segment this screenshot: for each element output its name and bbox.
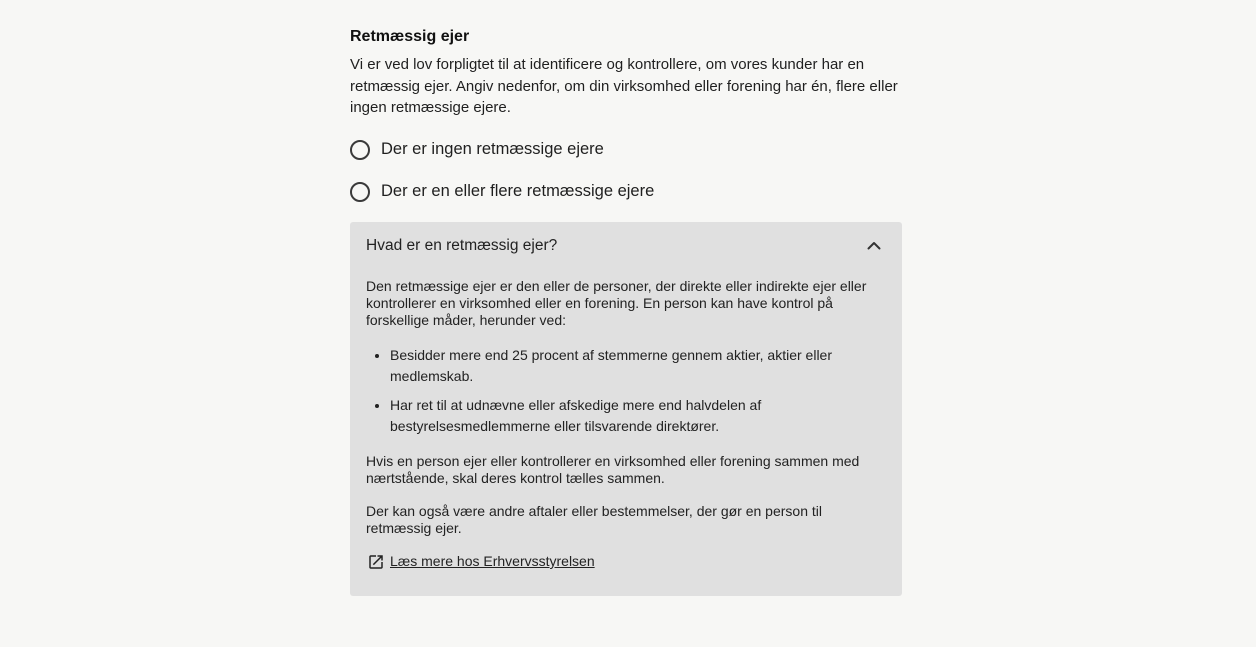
list-item: • Har ret til at udnævne eller afskedige mere end halvdelen af bestyrelsesmedlemmerne eller tilsvarende direktører. <box>390 395 886 437</box>
radio-button[interactable] <box>350 182 370 202</box>
accordion-header[interactable] <box>366 222 886 270</box>
section-description: Vi er ved lov forpligtet til at identificere og kontrollere, om vores kunder har en retmæssig ejer. Angiv nedenfor, om din virksomhed eller forening har én, flere eller ingen retmæssige ejere. <box>350 56 898 116</box>
accordion-body <box>366 270 886 572</box>
external-link-label[interactable]: Læs mere hos Erhvervsstyrelsen <box>390 553 595 569</box>
control-criteria-list <box>366 345 886 437</box>
radio-label[interactable]: Der er ingen retmæssige ejere <box>381 140 604 158</box>
chevron-up-icon[interactable] <box>866 238 882 254</box>
external-link[interactable] <box>366 552 886 572</box>
radio-option-one-or-more-owners[interactable] <box>350 180 902 204</box>
radio-button[interactable] <box>350 140 370 160</box>
beneficial-owner-section <box>350 26 902 596</box>
info-accordion <box>350 222 902 596</box>
radio-option-no-owners[interactable] <box>350 138 902 162</box>
accordion-title[interactable]: Hvad er en retmæssig ejer? <box>366 236 558 254</box>
external-link-icon[interactable] <box>366 552 386 572</box>
radio-label[interactable]: Der er en eller flere retmæssige ejere <box>381 182 655 200</box>
section-title: Retmæssig ejer <box>350 28 470 45</box>
beneficial-owner-radio-group <box>350 138 902 204</box>
list-item: • Besidder mere end 25 procent af stemmerne gennem aktier, aktier eller medlemskab. <box>390 345 886 387</box>
accordion-paragraph-other-agreements: Der kan også være andre aftaler eller bestemmelser, der gør en person til retmæssig ejer. <box>366 502 822 536</box>
accordion-paragraph-related-parties: Hvis en person ejer eller kontrollerer en virksomhed eller forening sammen med nærtstående, skal deres kontrol tælles sammen. <box>366 452 860 486</box>
accordion-intro: Den retmæssige ejer er den eller de personer, der direkte eller indirekte ejer eller kontrollerer en virksomhed eller en forening. En person kan have kontrol på forskellige måder, herunder ved: <box>366 277 867 328</box>
